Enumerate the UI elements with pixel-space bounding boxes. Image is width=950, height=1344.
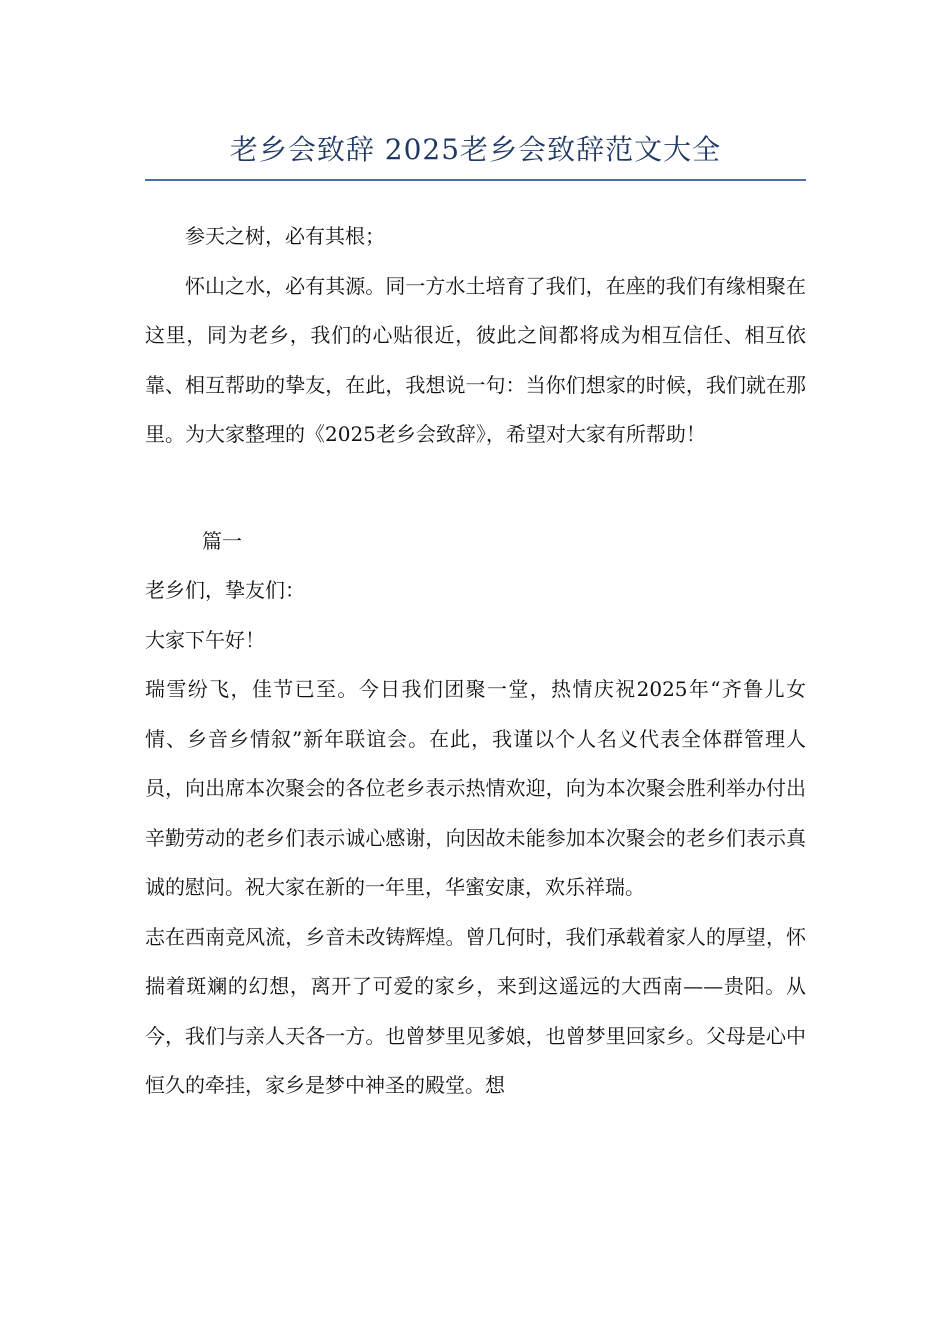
intro-paragraph-1: 参天之树，必有其根；	[185, 224, 385, 248]
title-underline	[145, 179, 806, 181]
intro-paragraph-2: 怀山之水，必有其源。同一方水土培育了我们，在座的我们有缘相聚在这里，同为老乡，我们的心贴很近，彼此之间都将成为相互信任、相互依靠、相互帮助的挚友，在此，我想说一句：当你们想家的时候，我们就在那里。为大家整理的《2025老乡会致辞》，希望对大家有所帮助！	[145, 273, 806, 446]
body-paragraph-2: 志在西南竞风流，乡音未改铸辉煌。曾几何时，我们承载着家人的厚望，怀揣着斑斓的幻想，离开了可爱的家乡，来到这遥远的大西南——贵阳。从今，我们与亲人天各一方。也曾梦里见爹娘，也曾梦里回家乡。父母是心中恒久的牵挂，家乡是梦中神圣的殿堂。想	[145, 924, 806, 1097]
salutation: 老乡们，挚友们：	[145, 578, 305, 602]
greeting: 大家下午好！	[145, 627, 265, 652]
document-body	[145, 212, 806, 1111]
section-heading: 篇一	[202, 528, 242, 553]
document-title: 老乡会致辞 2025老乡会致辞范文大全	[229, 133, 722, 166]
body-paragraph-1: 瑞雪纷飞，佳节已至。今日我们团聚一堂，热情庆祝2025年“齐鲁儿女情、乡音乡情叙”新年联谊会。在此，我谨以个人名义代表全体群管理人员，向出席本次聚会的各位老乡表示热情欢迎，向为本次聚会胜利举办付出辛勤劳动的老乡们表示诚心感谢，向因故未能参加本次聚会的老乡们表示真诚的慰问。祝大家在新的一年里，华蜜安康，欢乐祥瑞。	[145, 677, 806, 899]
section-spacer	[145, 460, 806, 509]
